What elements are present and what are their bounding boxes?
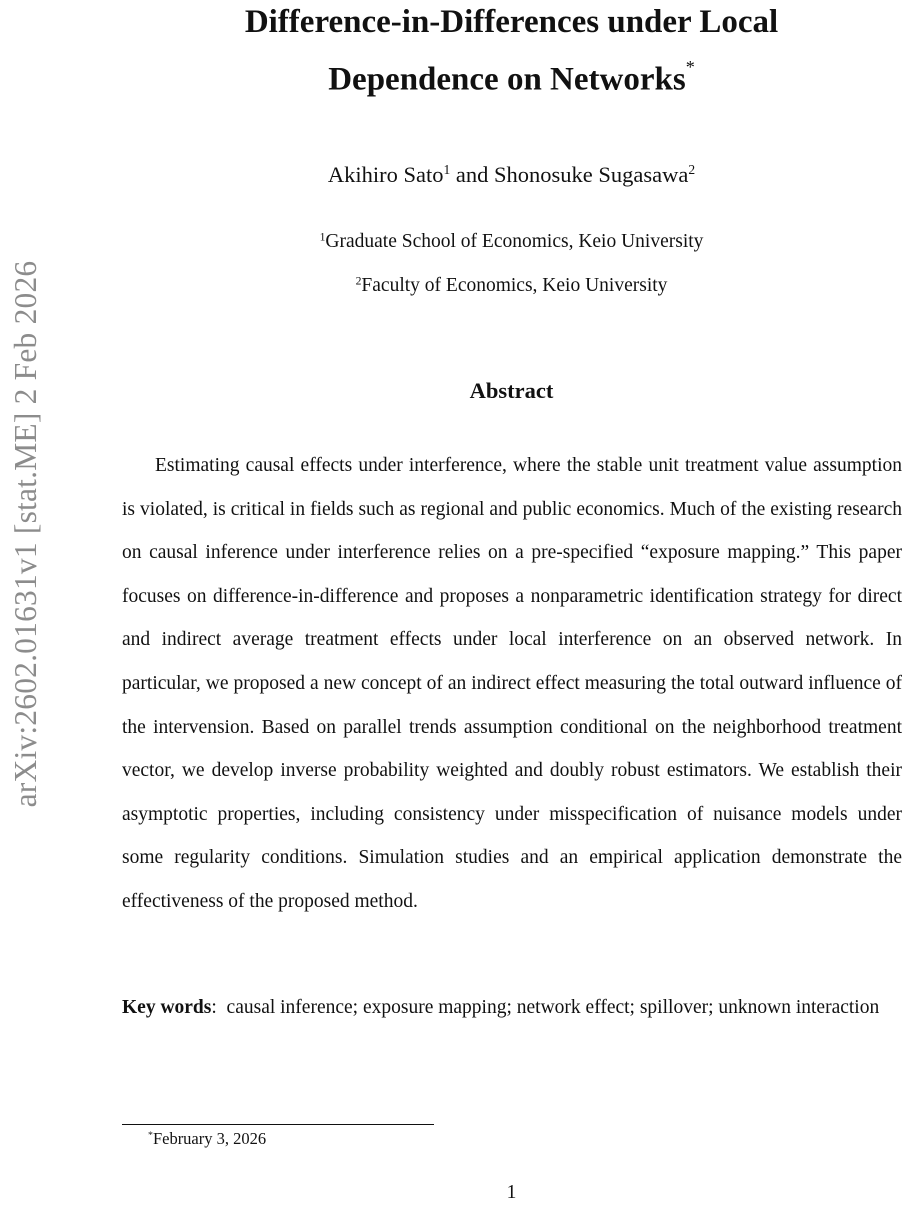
author-list bbox=[120, 158, 903, 192]
footnote bbox=[148, 1128, 266, 1150]
paper-title bbox=[120, 0, 903, 102]
title-line-1: Difference-in-Differences under Local bbox=[244, 4, 779, 40]
author-affiliation-mark-1: 1 bbox=[443, 161, 451, 177]
title-line-2: Dependence on Networks bbox=[328, 61, 686, 98]
footnote-divider bbox=[122, 1124, 434, 1125]
affiliation-name-2: Faculty of Economics, Keio University bbox=[361, 275, 668, 296]
keywords-separator: : bbox=[211, 997, 227, 1018]
title-footnote-mark: * bbox=[685, 57, 695, 77]
page-number: 1 bbox=[506, 1182, 517, 1203]
arxiv-stamp-text: arXiv:2602.01631v1 [stat.ME] 2 Feb 2026 bbox=[8, 260, 43, 808]
arxiv-identifier-stamp bbox=[6, 210, 46, 858]
author-affiliation-mark-2: 2 bbox=[688, 161, 696, 177]
affiliation-2 bbox=[120, 273, 903, 299]
footnote-text: February 3, 2026 bbox=[152, 1129, 267, 1148]
footnote-mark: * bbox=[148, 1130, 153, 1142]
author-name-1: Akihiro Sato bbox=[327, 162, 444, 187]
affiliation-1 bbox=[120, 229, 903, 255]
keywords-label: Key words bbox=[122, 997, 212, 1018]
abstract-heading: Abstract bbox=[469, 378, 554, 403]
affiliation-name-1: Graduate School of Economics, Keio University bbox=[325, 231, 704, 252]
keywords-text: causal inference; exposure mapping; network effect; spillover; unknown interaction bbox=[226, 997, 880, 1018]
affiliation-mark-1: 1 bbox=[319, 230, 326, 244]
author-name-2: Shonosuke Sugasawa bbox=[494, 162, 689, 187]
authors-connector: and bbox=[450, 162, 494, 187]
affiliation-mark-2: 2 bbox=[355, 274, 362, 288]
abstract-text: Estimating causal effects under interference, where the stable unit treatment value assumption is violated, is critical in fields such as regional and public economics. Much of the existing research on causal inference under interference relies on a pre-specified “exposure mapping.” This paper focuses on difference-in-difference and proposes a nonparametric identification strategy for direct and indirect average treatment effects under local interference on an observed network. In particular, we proposed a new concept of an indirect effect measuring the total outward influence of the intervension. Based on parallel trends assumption conditional on the neighborhood treatment vector, we develop inverse probability weighted and doubly robust estimators. We establish their asymptotic properties, including consistency under misspecification of nuisance models under some regularity conditions. Simulation studies and an empirical application demonstrate the effectiveness of the proposed method. bbox=[122, 455, 902, 912]
keywords-line bbox=[122, 986, 902, 1030]
